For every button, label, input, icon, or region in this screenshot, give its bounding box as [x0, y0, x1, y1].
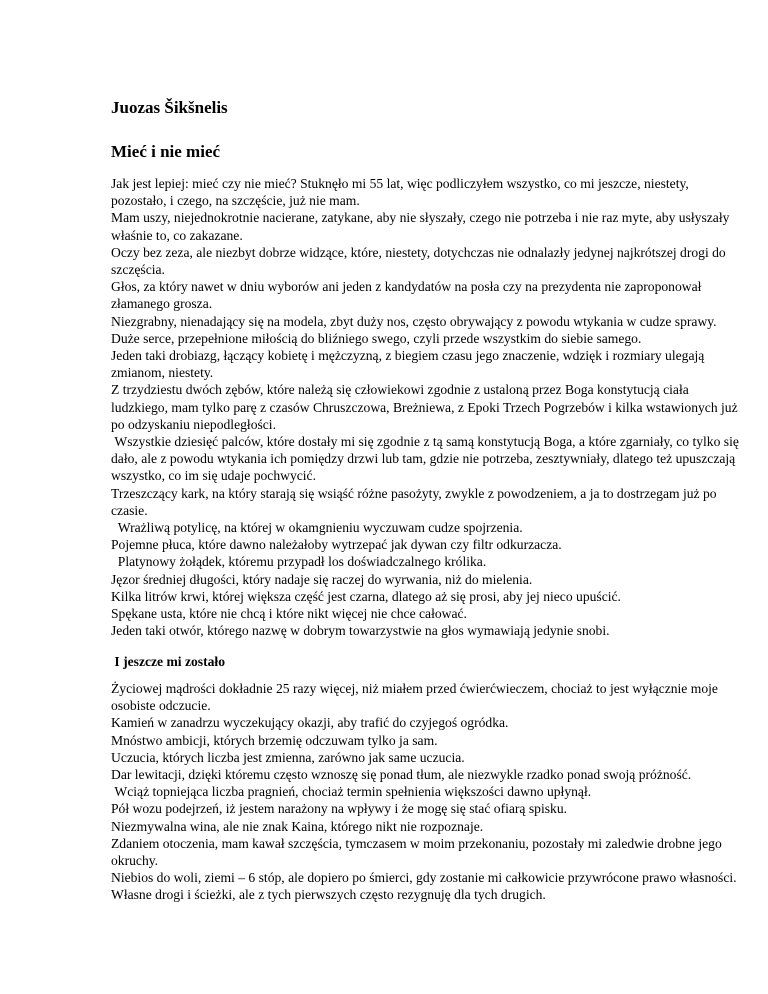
paragraph: Mnóstwo ambicji, których brzemię odczuwam tylko ja sam. — [111, 732, 438, 748]
paragraph: Uczucia, których liczba jest zmienna, zarówno jak same uczucia. — [111, 749, 465, 765]
main-text — [111, 175, 741, 639]
paragraph: Duże serce, przepełnione miłością do bliźniego swego, czyli przede wszystkim do siebie samego. — [111, 330, 642, 346]
author-name: Juozas Šikšnelis — [111, 98, 228, 117]
paragraph: Wrażliwą potylicę, na której w okamgnieniu wyczuwam cudze spojrzenia. — [111, 520, 523, 536]
section-text — [111, 680, 741, 904]
paragraph: Jęzor średniej długości, który nadaje się raczej do wyrwania, niż do mielenia. — [111, 571, 533, 587]
paragraph: Niezmywalna wina, ale nie znak Kaina, którego nikt nie rozpoznaje. — [111, 818, 484, 834]
paragraph: Mam uszy, niejednokrotnie nacierane, zatykane, aby nie słyszały, czego nie potrzeba i nie raz myte, aby usłyszały właśnie to, co zakazane. — [111, 210, 730, 243]
section-heading: I jeszcze mi zostało — [111, 654, 225, 669]
paragraph: Kamień w zanadrzu wyczekujący okazji, aby trafić do czyjegoś ogródka. — [111, 715, 509, 731]
paragraph: Wszystkie dziesięć palców, które dostały mi się zgodnie z tą samą konstytucją Boga, a które zgarniały, co tylko się dało, ale z powodu wtykania ich pomiędzy drzwi lub tam, gdzie nie potrzeba, zesztywniały, dlatego też upuszczają wszystko, co im się udaje pochwycić. — [111, 434, 743, 484]
paragraph: Z trzydziestu dwóch zębów, które należą się człowiekowi zgodnie z ustaloną przez Boga konstytucją ciała ludzkiego, mam tylko parę z czasów Chruszczowa, Breżniewa, z Epoki Trzech Pogrzebów i kilka wstawionych już po odzyskaniu niepodległości. — [111, 382, 738, 432]
paragraph: Jeden taki otwór, którego nazwę w dobrym towarzystwie na głos wymawiają jedynie snobi. — [111, 623, 610, 639]
paragraph: Dar lewitacji, dzięki któremu często wznoszę się ponad tłum, ale niezwykle rzadko ponad swoją próżność. — [111, 767, 692, 783]
paragraph: Głos, za który nawet w dniu wyborów ani jeden z kandydatów na posła czy na prezydenta nie zaproponował złamanego grosza. — [111, 279, 702, 312]
paragraph: Pół wozu podejrzeń, iż jestem narażony na wpływy i że mogę się stać ofiarą spisku. — [111, 801, 568, 817]
paragraph: Jak jest lepiej: mieć czy nie mieć? Stuknęło mi 55 lat, więc podliczyłem wszystko, co mi jeszcze, niestety, pozostało, i czego, na szczęście, już nie mam. — [111, 176, 689, 209]
paragraph: Niebios do woli, ziemi – 6 stóp, ale dopiero po śmierci, gdy zostanie mi całkowicie przywrócone prawo własności. — [111, 870, 737, 886]
paragraph: Wciąż topniejąca liczba pragnień, chociaż termin spełnienia większości dawno upłynął. — [111, 784, 592, 800]
paragraph: Platynowy żołądek, któremu przypadł los doświadczalnego królika. — [111, 554, 487, 570]
paragraph: Własne drogi i ścieżki, ale z tych pierwszych często rezygnuję dla tych drugich. — [111, 887, 546, 903]
paragraph: Kilka litrów krwi, której większa część jest czarna, dlatego aż się prosi, aby jej nieco upuścić. — [111, 588, 621, 604]
document-title: Mieć i nie mieć — [111, 142, 221, 161]
paragraph: Oczy bez zeza, ale niezbyt dobrze widzące, które, niestety, dotychczas nie odnalazły jedynej najkrótszej drogi do szczęścia. — [111, 244, 726, 278]
paragraph: Niezgrabny, nienadający się na modela, zbyt duży nos, często obrywający z powodu wtykania w cudze sprawy. — [111, 313, 717, 329]
paragraph: Życiowej mądrości dokładnie 25 razy więcej, niż miałem przed ćwierćwieczem, chociaż to jest wyłącznie moje osobiste odczucie. — [111, 681, 718, 714]
paragraph: Zdaniem otoczenia, mam kawał szczęścia, tymczasem w moim przekonaniu, pozostały mi zaledwie drobne jego okruchy. — [111, 835, 722, 869]
paragraph: Spękane usta, które nie chcą i które nikt więcej nie chce całować. — [111, 606, 467, 622]
paragraph: Jeden taki drobiazg, łączący kobietę i mężczyzną, z biegiem czasu jego znaczenie, wdzięk i rozmiary ulegają zmianom, niestety. — [111, 348, 705, 381]
paragraph: Pojemne płuca, które dawno należałoby wytrzepać jak dywan czy filtr odkurzacza. — [111, 537, 562, 553]
paragraph: Trzeszczący kark, na który starają się wsiąść różne pasożyty, zwykle z powodzeniem, a ja to dostrzegam już po czasie. — [111, 485, 717, 518]
